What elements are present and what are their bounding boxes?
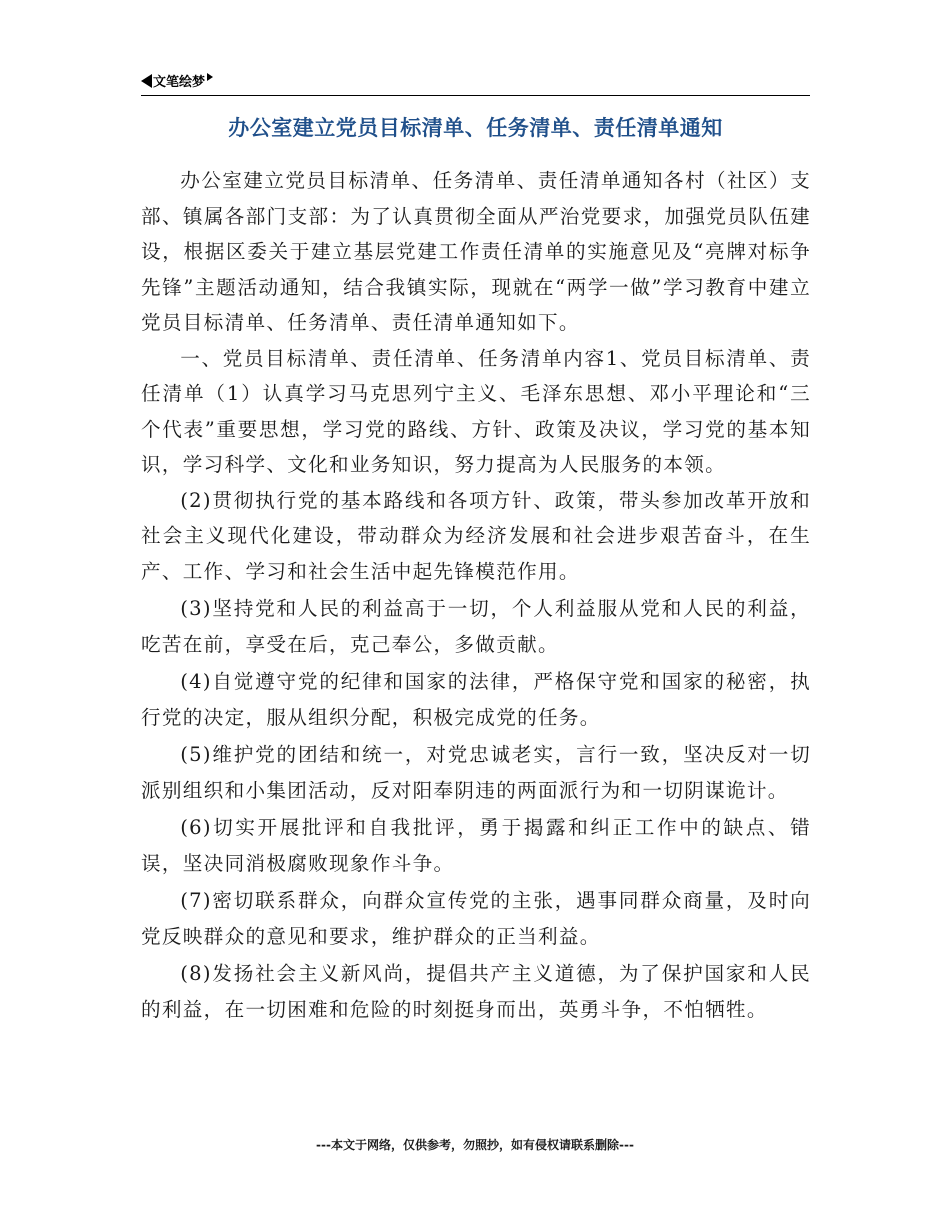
document-body: [141, 163, 811, 1029]
paragraph-item-2: (2)贯彻执行党的基本路线和各项方针、政策，带头参加改革开放和社会主义现代化建设，带动群众为经济发展和社会进步艰苦奋斗，在生产、工作、学习和社会生活中起先锋模范作用。: [141, 488, 811, 583]
document-header: [141, 73, 810, 96]
paragraph-item-5: (5)维护党的团结和统一，对党忠诚老实，言行一致，坚决反对一切派别组织和小集团活动，反对阳奉阴违的两面派行为和一切阴谋诡计。: [141, 743, 811, 802]
paragraph-section-one: 一、党员目标清单、责任清单、任务清单内容1、党员目标清单、责任清单（1）认真学习马克思列宁主义、毛泽东思想、邓小平理论和“三个代表”重要思想，学习党的路线、方针、政策及决议，学习党的基本知识，学习科学、文化和业务知识，努力提高为人民服务的本领。: [141, 346, 811, 476]
triangle-right-icon: [207, 73, 213, 81]
header-brand: 文笔绘梦: [153, 75, 206, 90]
paragraph-item-8: (8)发扬社会主义新风尚，提倡共产主义道德，为了保护国家和人民的利益，在一切困难和危险的时刻挺身而出，英勇斗争，不怕牺牲。: [141, 962, 811, 1021]
paragraph-item-4: (4)自觉遵守党的纪律和国家的法律，严格保守党和国家的秘密，执行党的决定，服从组织分配，积极完成党的任务。: [141, 670, 811, 729]
document-title: 办公室建立党员目标清单、任务清单、责任清单通知: [228, 116, 723, 140]
paragraph-item-7: (7)密切联系群众，向群众宣传党的主张，遇事同群众商量，及时向党反映群众的意见和要求，维护群众的正当利益。: [141, 889, 811, 948]
paragraph-item-3: (3)坚持党和人民的利益高于一切，个人利益服从党和人民的利益，吃苦在前，享受在后，克己奉公，多做贡献。: [141, 597, 811, 656]
triangle-left-icon: [141, 74, 152, 88]
paragraph-intro: 办公室建立党员目标清单、任务清单、责任清单通知各村（社区）支部、镇属各部门支部：为了认真贯彻全面从严治党要求，加强党员队伍建设，根据区委关于建立基层党建工作责任清单的实施意见及“亮牌对标争先锋”主题活动通知，结合我镇实际，现就在“两学一做”学习教育中建立党员目标清单、任务清单、责任清单通知如下。: [141, 169, 811, 334]
footer-disclaimer: ---本文于网络，仅供参考，勿照抄，如有侵权请联系删除---: [316, 1138, 634, 1152]
paragraph-item-6: (6)切实开展批评和自我批评，勇于揭露和纠正工作中的缺点、错误，坚决同消极腐败现象作斗争。: [141, 816, 811, 875]
